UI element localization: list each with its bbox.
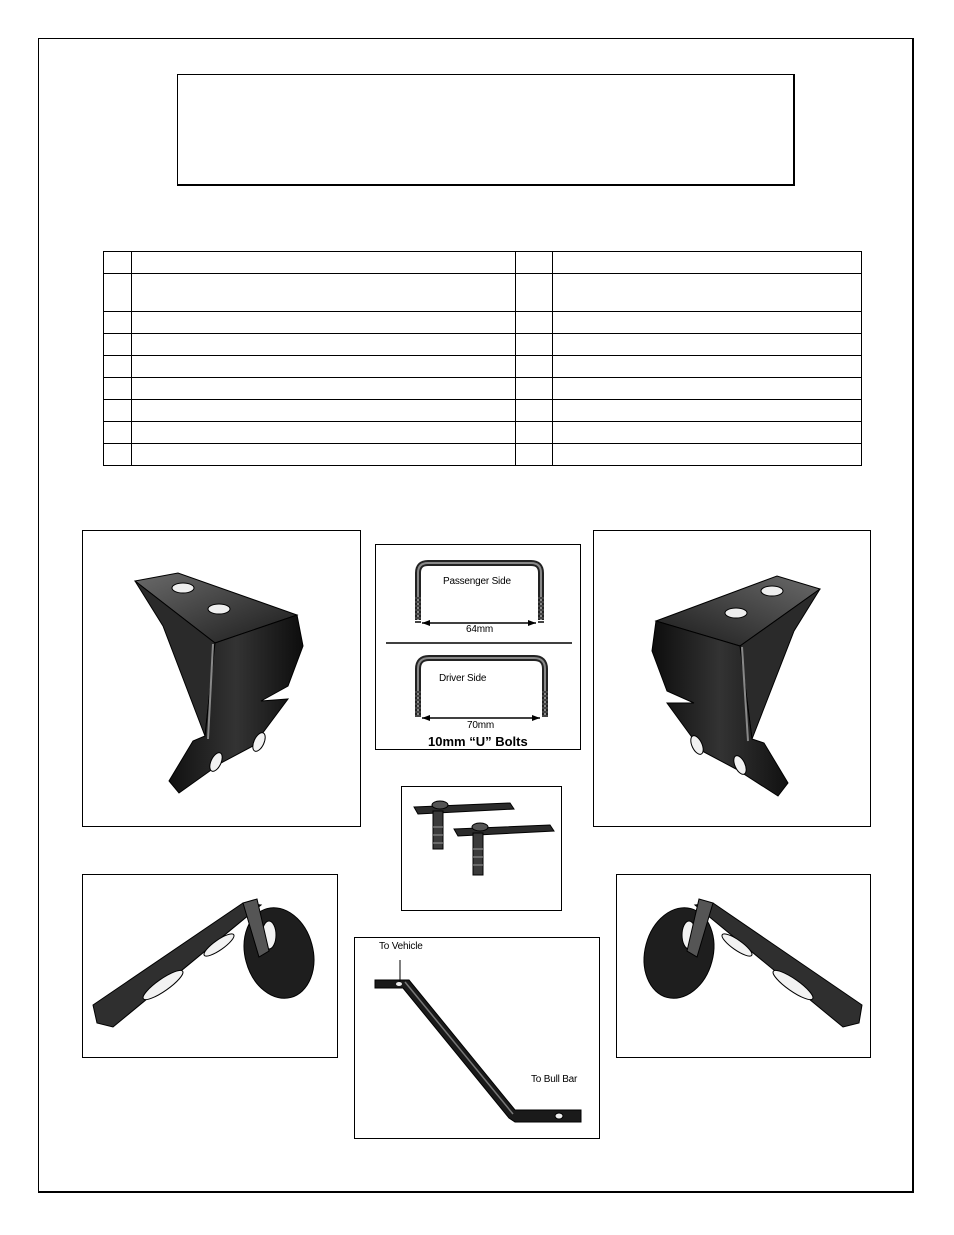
driver-side-label: Driver Side (439, 673, 487, 684)
table-cell (516, 378, 553, 400)
table-cell (132, 444, 516, 466)
mounting-bracket-left-icon (83, 531, 361, 827)
table-cell (516, 422, 553, 444)
table-cell (132, 400, 516, 422)
table-cell (516, 252, 553, 274)
support-strap-icon (355, 938, 600, 1139)
table-row (104, 252, 862, 274)
passenger-dim-label: 64mm (466, 624, 493, 635)
angle-bracket-right-photo (616, 874, 871, 1058)
table-cell (553, 378, 862, 400)
table-row (104, 274, 862, 312)
table-cell (132, 356, 516, 378)
bracket-left-photo (82, 530, 361, 827)
table-row (104, 334, 862, 356)
table-cell (516, 400, 553, 422)
table-row (104, 444, 862, 466)
angle-bracket-left-photo (82, 874, 338, 1058)
table-row (104, 378, 862, 400)
table-cell (132, 312, 516, 334)
support-strap-photo (354, 937, 600, 1139)
bracket-right-photo (593, 530, 871, 827)
table-cell (104, 334, 132, 356)
mounting-bracket-right-icon (594, 531, 871, 827)
ubolts-caption: 10mm “U” Bolts (428, 734, 528, 749)
table-cell (516, 334, 553, 356)
table-cell (553, 274, 862, 312)
tbolts-photo (401, 786, 562, 911)
table-cell (104, 378, 132, 400)
table-cell (104, 400, 132, 422)
angle-bracket-right-icon (617, 875, 871, 1058)
angle-bracket-left-icon (83, 875, 338, 1058)
table-cell (104, 422, 132, 444)
table-cell (104, 356, 132, 378)
table-cell (516, 356, 553, 378)
table-cell (104, 252, 132, 274)
table-cell (553, 356, 862, 378)
table-row (104, 422, 862, 444)
table-cell (132, 252, 516, 274)
table-row (104, 356, 862, 378)
t-bolt-icon (402, 787, 562, 911)
table-cell (553, 400, 862, 422)
table-cell (132, 334, 516, 356)
table-cell (516, 274, 553, 312)
ubolts-photo (375, 544, 581, 750)
table-cell (104, 274, 132, 312)
table-row (104, 400, 862, 422)
to-bull-bar-label: To Bull Bar (531, 1074, 578, 1085)
table-cell (553, 422, 862, 444)
table-cell (553, 444, 862, 466)
passenger-side-label: Passenger Side (443, 576, 511, 587)
title-box (177, 74, 795, 186)
table-cell (104, 312, 132, 334)
table-cell (104, 444, 132, 466)
table-cell (516, 444, 553, 466)
table-cell (553, 252, 862, 274)
to-vehicle-label: To Vehicle (379, 941, 423, 952)
table-cell (516, 312, 553, 334)
table-cell (132, 422, 516, 444)
table-cell (553, 334, 862, 356)
table-cell (553, 312, 862, 334)
table-cell (132, 274, 516, 312)
parts-table (103, 251, 862, 466)
table-row (104, 312, 862, 334)
table-cell (132, 378, 516, 400)
driver-dim-label: 70mm (467, 720, 494, 731)
